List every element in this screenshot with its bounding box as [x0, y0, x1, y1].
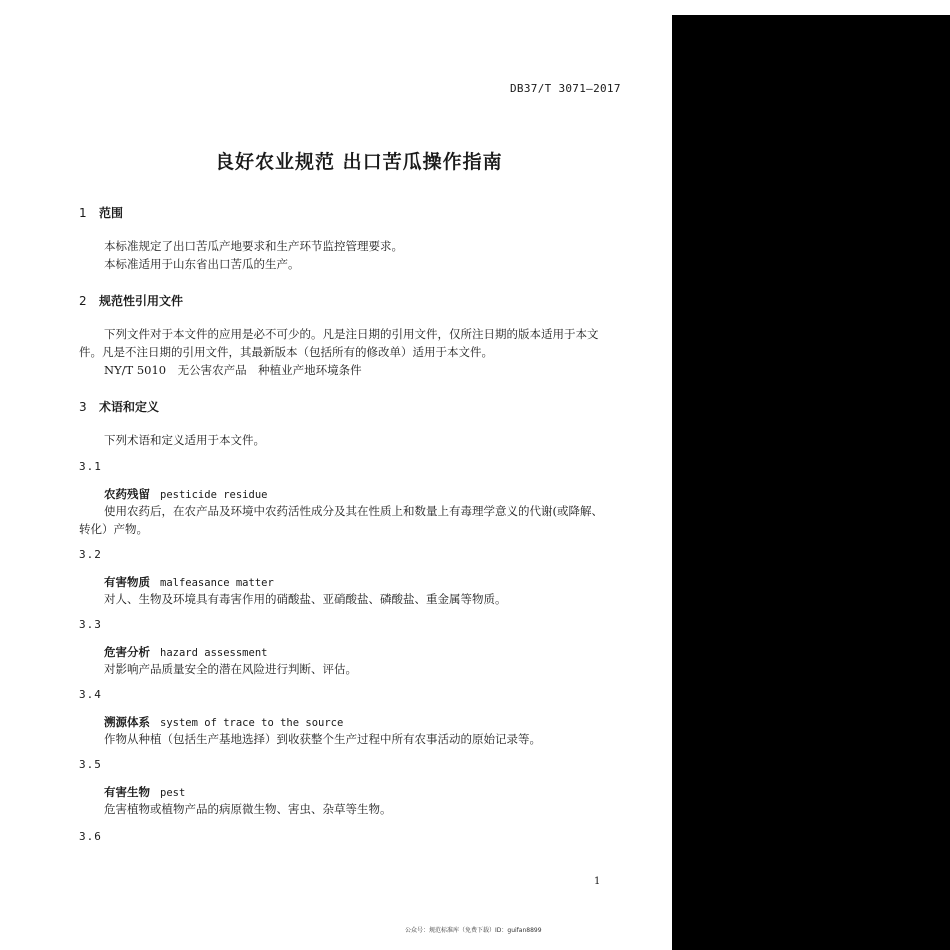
- subsection-number: 3.2: [79, 548, 102, 561]
- term-entry: [104, 784, 185, 800]
- term-entry: [104, 644, 267, 660]
- term-en: system of trace to the source: [160, 717, 344, 729]
- subsection-number: 3.4: [79, 688, 102, 701]
- page-title: 良好农业规范 出口苦瓜操作指南: [215, 151, 503, 173]
- term-entry: [104, 486, 267, 502]
- paragraph: 下列术语和定义适用于本文件。: [104, 433, 265, 447]
- page-number: 1: [594, 876, 601, 887]
- section-title: 术语和定义: [99, 400, 160, 414]
- section-number: 2: [79, 294, 87, 308]
- definition: 使用农药后，在农产品及环境中农药活性成分及其在性质上和数量上有毒理学意义的代谢(或降解、: [104, 504, 603, 518]
- section-number: 3: [79, 400, 87, 414]
- paragraph: 本标准规定了出口苦瓜产地要求和生产环节监控管理要求。: [104, 239, 403, 253]
- subsection-number: 3.5: [79, 758, 102, 771]
- section-heading-scope: [79, 204, 123, 221]
- term-zh: 有害物质: [104, 575, 150, 589]
- section-title: 规范性引用文件: [99, 294, 184, 308]
- term-entry: [104, 574, 274, 590]
- section-number: 1: [79, 206, 87, 220]
- paragraph: 下列文件对于本文件的应用是必不可少的。凡是注日期的引用文件，仅所注日期的版本适用于本文: [104, 327, 599, 341]
- section-title: 范围: [99, 206, 124, 220]
- term-zh: 危害分析: [104, 645, 150, 659]
- term-entry: [104, 714, 343, 730]
- subsection-number: 3.3: [79, 618, 102, 631]
- term-zh: 有害生物: [104, 785, 150, 799]
- definition: 危害植物或植物产品的病原微生物、害虫、杂草等生物。: [104, 802, 392, 816]
- definition: 转化）产物。: [79, 522, 148, 536]
- term-zh: 农药残留: [104, 487, 150, 501]
- reference-item: NY/T 5010 无公害农产品 种植业产地环境条件: [104, 363, 362, 377]
- black-margin-panel: [672, 15, 950, 950]
- definition: 作物从种植（包括生产基地选择）到收获整个生产过程中所有农事活动的原始记录等。: [104, 732, 541, 746]
- term-en: malfeasance matter: [160, 577, 274, 589]
- doc-number: DB37/T 3071—2017: [510, 82, 621, 95]
- definition: 对影响产品质量安全的潜在风险进行判断、评估。: [104, 662, 357, 676]
- paragraph: 本标准适用于山东省出口苦瓜的生产。: [104, 257, 300, 271]
- section-heading-terms: [79, 398, 159, 415]
- definition: 对人、生物及环境具有毒害作用的硝酸盐、亚硝酸盐、磷酸盐、重金属等物质。: [104, 592, 507, 606]
- section-heading-normative-references: [79, 292, 183, 309]
- subsection-number: 3.6: [79, 830, 102, 843]
- footer-note: 公众号：规范标准库（免费下载）ID：guifan8899: [405, 927, 542, 934]
- term-en: hazard assessment: [160, 647, 268, 659]
- subsection-number: 3.1: [79, 460, 102, 473]
- term-en: pesticide residue: [160, 489, 268, 501]
- paragraph: 件。凡是不注日期的引用文件，其最新版本（包括所有的修改单）适用于本文件。: [79, 345, 493, 359]
- term-en: pest: [160, 787, 186, 799]
- term-zh: 溯源体系: [104, 715, 150, 729]
